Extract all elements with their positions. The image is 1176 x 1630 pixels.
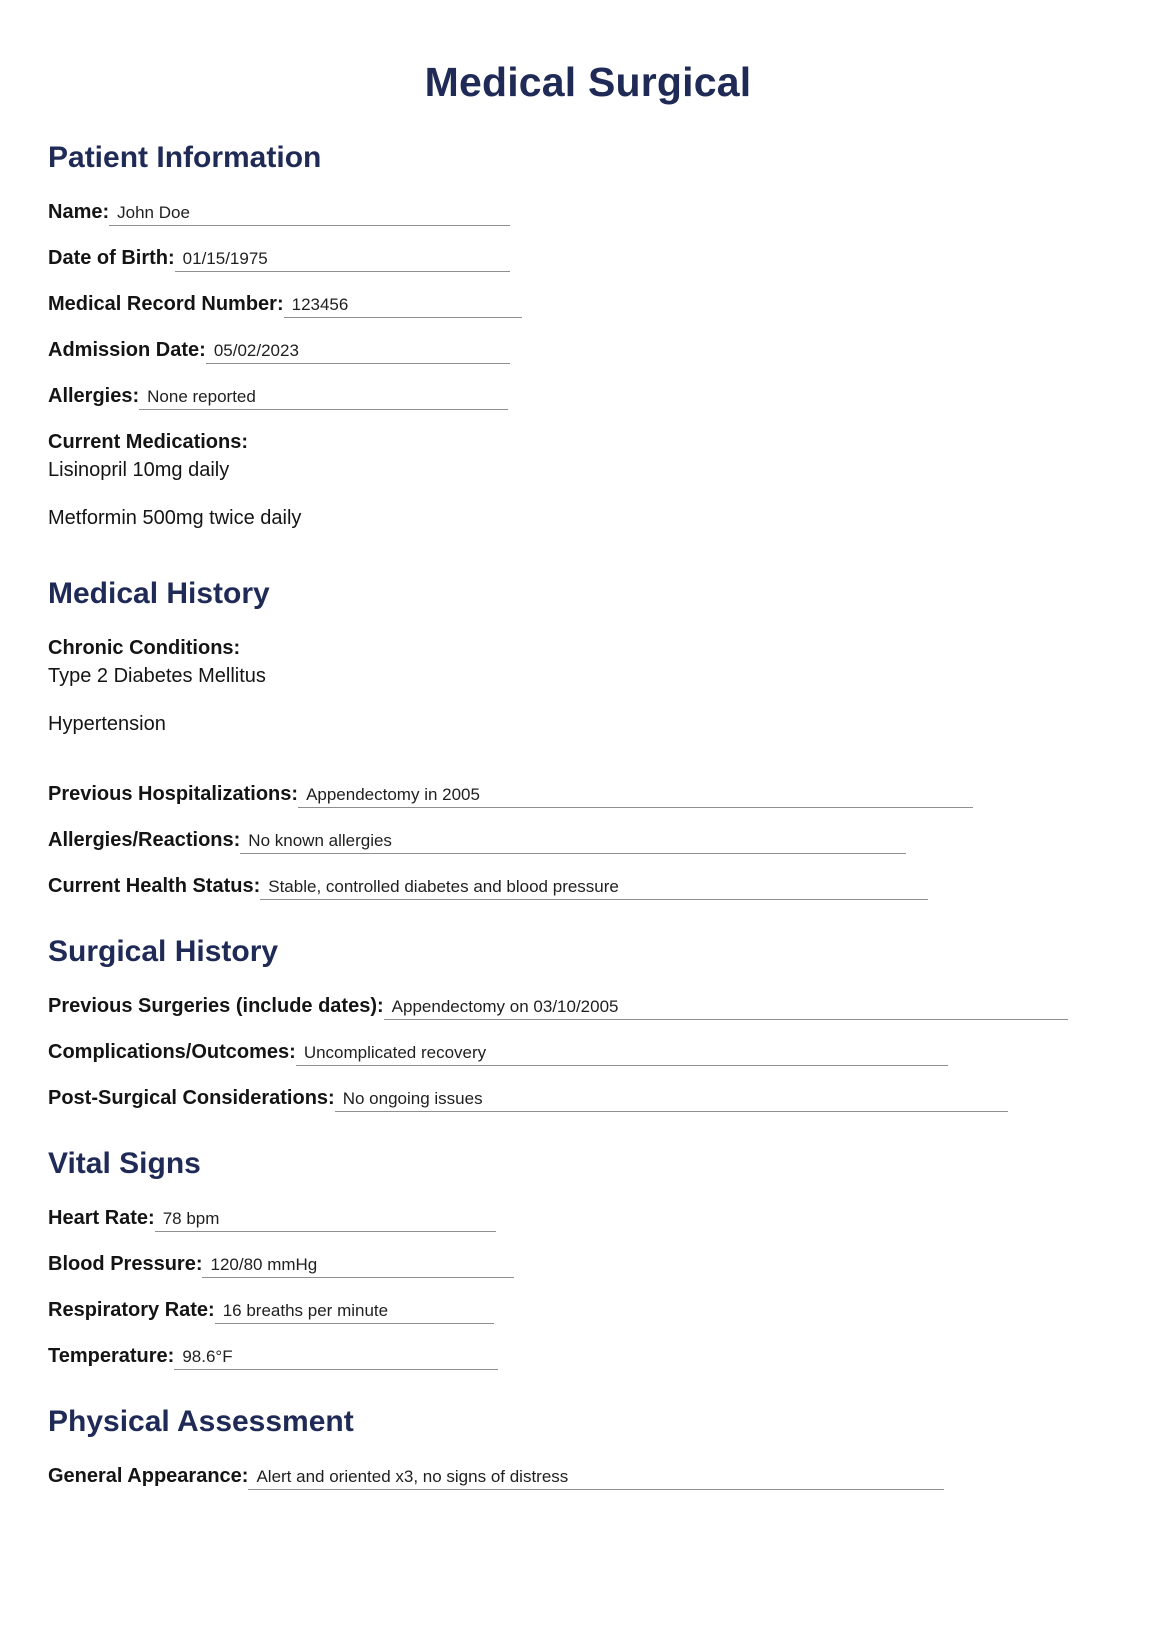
- temperature-label: Temperature:: [48, 1345, 175, 1367]
- section-heading-medical-history: Medical History: [48, 577, 270, 610]
- previous-hospitalizations-field[interactable]: Appendectomy in 2005: [298, 784, 973, 808]
- current-medications-label: Current Medications:: [48, 431, 249, 453]
- allergies-field[interactable]: None reported: [139, 386, 508, 410]
- chronic-condition-item: Type 2 Diabetes Mellitus: [48, 665, 266, 687]
- chronic-condition-item: Hypertension: [48, 713, 166, 735]
- allergies-reactions-label: Allergies/Reactions:: [48, 829, 241, 851]
- post-surgical-considerations-label: Post-Surgical Considerations:: [48, 1087, 335, 1109]
- current-health-status-label: Current Health Status:: [48, 875, 261, 897]
- complications-outcomes-field[interactable]: Uncomplicated recovery: [296, 1042, 948, 1066]
- field-row-admission-date: [48, 338, 510, 364]
- section-heading-surgical-history: Surgical History: [48, 935, 279, 968]
- current-health-status-field[interactable]: Stable, controlled diabetes and blood pressure: [260, 876, 928, 900]
- chronic-conditions-block: [48, 636, 1128, 736]
- field-row-allergies-reactions: [48, 828, 906, 854]
- date-of-birth-field[interactable]: 01/15/1975: [175, 248, 510, 272]
- field-row-date-of-birth: [48, 246, 510, 272]
- field-row-previous-hospitalizations: [48, 782, 973, 808]
- field-row-current-health-status: [48, 874, 928, 900]
- allergies-label: Allergies:: [48, 385, 140, 407]
- previous-surgeries-field[interactable]: Appendectomy on 03/10/2005: [384, 996, 1068, 1020]
- general-appearance-label: General Appearance:: [48, 1465, 249, 1487]
- complications-outcomes-label: Complications/Outcomes:: [48, 1041, 296, 1063]
- respiratory-rate-field[interactable]: 16 breaths per minute: [215, 1300, 494, 1324]
- admission-date-label: Admission Date:: [48, 339, 206, 361]
- page-title: Medical Surgical: [424, 59, 752, 105]
- field-row-medical-record-number: [48, 292, 522, 318]
- admission-date-field[interactable]: 05/02/2023: [206, 340, 510, 364]
- blood-pressure-field[interactable]: 120/80 mmHg: [202, 1254, 514, 1278]
- name-label: Name:: [48, 201, 110, 223]
- respiratory-rate-label: Respiratory Rate:: [48, 1299, 215, 1321]
- medication-item: Lisinopril 10mg daily: [48, 459, 230, 481]
- medical-record-number-label: Medical Record Number:: [48, 293, 284, 315]
- section-heading-physical-assessment: Physical Assessment: [48, 1405, 354, 1438]
- previous-surgeries-label: Previous Surgeries (include dates):: [48, 995, 384, 1017]
- blood-pressure-label: Blood Pressure:: [48, 1253, 203, 1275]
- previous-hospitalizations-label: Previous Hospitalizations:: [48, 783, 299, 805]
- section-heading-patient-information: Patient Information: [48, 141, 322, 174]
- allergies-reactions-field[interactable]: No known allergies: [240, 830, 906, 854]
- field-row-temperature: [48, 1344, 498, 1370]
- field-row-previous-surgeries: [48, 994, 1068, 1020]
- section-surgical-history: [48, 934, 1128, 1112]
- heart-rate-field[interactable]: 78 bpm: [155, 1208, 496, 1232]
- heart-rate-label: Heart Rate:: [48, 1207, 155, 1229]
- name-field[interactable]: John Doe: [109, 202, 510, 226]
- chronic-conditions-label: Chronic Conditions:: [48, 637, 241, 659]
- medical-record-number-field[interactable]: 123456: [284, 294, 522, 318]
- field-row-name: [48, 200, 510, 226]
- section-heading-vital-signs: Vital Signs: [48, 1147, 201, 1180]
- current-medications-block: [48, 430, 1128, 530]
- temperature-field[interactable]: 98.6°F: [174, 1346, 498, 1370]
- field-row-complications-outcomes: [48, 1040, 948, 1066]
- post-surgical-considerations-field[interactable]: No ongoing issues: [335, 1088, 1008, 1112]
- field-row-heart-rate: [48, 1206, 496, 1232]
- section-vital-signs: [48, 1146, 1128, 1370]
- section-patient-information: [48, 140, 1128, 530]
- general-appearance-field[interactable]: Alert and oriented x3, no signs of distress: [248, 1466, 944, 1490]
- field-row-general-appearance: [48, 1464, 944, 1490]
- field-row-respiratory-rate: [48, 1298, 494, 1324]
- date-of-birth-label: Date of Birth:: [48, 247, 175, 269]
- field-row-blood-pressure: [48, 1252, 514, 1278]
- field-row-allergies: [48, 384, 508, 410]
- field-row-post-surgical-considerations: [48, 1086, 1008, 1112]
- section-medical-history: [48, 576, 1128, 900]
- medication-item: Metformin 500mg twice daily: [48, 507, 302, 529]
- section-physical-assessment: [48, 1404, 1128, 1490]
